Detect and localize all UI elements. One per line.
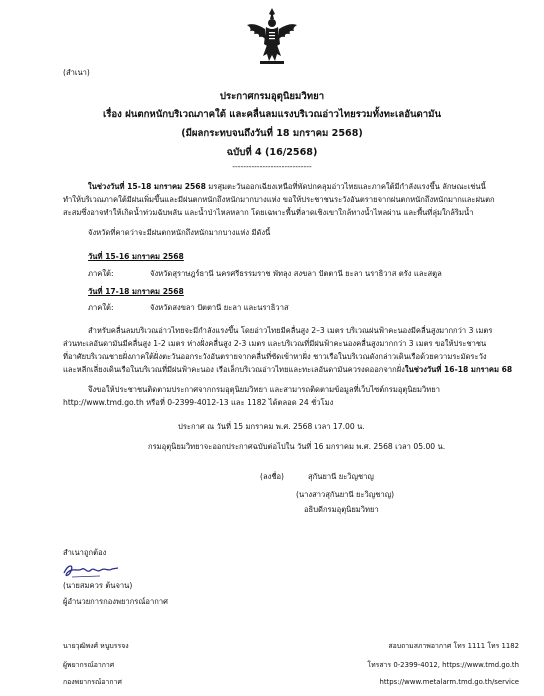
effective-date: (มีผลกระทบจนถึงวันที่ 18 มกราคม 2568) — [181, 128, 363, 139]
intro-line: ในช่วงวันที่ 15-18 มกราคม 2568 มรสุมตะวันออกเฉียงเหนือที่พัดปกคลุมอ่าวไทยและภาคใต้มีกำลังแรงขึ้น ลักษณะเช่นนี้ — [88, 182, 486, 191]
day1-provinces: จังหวัดสุราษฎร์ธานี นครศรีธรรมราช พัทลุง สงขลา ปัตตานี ยะลา นราธิวาส ตรัง และสตูล — [150, 269, 442, 278]
announcement-subject: เรื่อง ฝนตกหนักบริเวณภาคใต้ และคลื่นลมแรงบริเวณอ่าวไทยรวมทั้งทะเลอันดามัน — [102, 109, 442, 120]
page-title: ประกาศกรมอุตุนิยมวิทยา — [219, 91, 325, 102]
contact-phone: สอบถามสภาพอากาศ โทร 1111 โทร 1182 — [388, 642, 519, 650]
day2-provinces: จังหวัดสงขลา ปัตตานี ยะลา และนราธิวาส — [150, 303, 289, 312]
signer-name: สุกันยานี ยะวิญชาญ — [308, 472, 374, 481]
follow-line: http://www.tmd.go.th หรือที่ 0-2399-4012-13 และ 1182 ได้ตลอด 24 ชั่วโมง — [63, 398, 334, 407]
next-issue: กรมอุตุนิยมวิทยาจะออกประกาศฉบับต่อไปใน วันที่ 16 มกราคม พ.ศ. 2568 เวลา 05.00 น. — [148, 442, 446, 451]
forecaster-name: นายวุฒิพงศ์ หนูบรรจง — [63, 642, 129, 650]
separator-line: ----------------------------- — [232, 162, 312, 171]
intro-date-range: ในช่วงวันที่ 15-18 มกราคม 2568 — [88, 182, 206, 191]
follow-line: จึงขอให้ประชาชนติดตามประกาศจากกรมอุตุนิยมวิทยา และสามารถติดตามข้อมูลที่เว็บไซต์กรมอุตุนิยมวิทยา — [88, 385, 440, 394]
contact-fax-website[interactable]: โทรสาร 0-2399-4012, https://www.tmd.go.th — [367, 661, 519, 669]
certifier-position: ผู้อำนวยการกองพยากรณ์อากาศ — [63, 597, 168, 606]
provinces-intro: จังหวัดที่คาดว่าจะมีฝนตกหนักถึงหนักมากบางแห่ง มีดังนี้ — [88, 228, 271, 237]
certifier-name: (นายสมควร ต้นจาน) — [63, 581, 133, 590]
waves-line: และหลีกเลี่ยงเดินเรือในบริเวณที่มีฝนฟ้าคะนอง เรือเล็กบริเวณอ่าวไทยและทะเลอันดามันควรงดออกจากฝั่งในช่วงวันที่ 16-18 มกราคม 68 — [63, 365, 513, 374]
signer-full-name: (นางสาวสุกันยานี ยะวิญชาญ) — [296, 490, 395, 499]
sign-label: (ลงชื่อ) — [260, 472, 285, 481]
announced-date: ประกาศ ณ วันที่ 15 มกราคม พ.ศ. 2568 เวลา 17.00 น. — [178, 422, 365, 431]
day1-heading: วันที่ 15-16 มกราคม 2568 — [88, 252, 184, 261]
metalarm-link[interactable]: https://www.metalarm.tmd.go.th/service — [379, 678, 519, 686]
forecast-division: กองพยากรณ์อากาศ — [63, 678, 122, 686]
day2-region: ภาคใต้: — [88, 303, 114, 312]
certify-label: สำเนาถูกต้อง — [63, 548, 107, 557]
intro-line: สะสมซึ่งอาจทำให้เกิดน้ำท่วมฉับพลัน และน้ำป่าไหลหลาก โดยเฉพาะพื้นที่ลาดเชิงเขาใกล้ทางน้ำไหลผ่าน และพื้นที่ลุ่มใกล้ริมน้ำ — [63, 208, 474, 217]
boat-ban-period: ในช่วงวันที่ 16-18 มกราคม 68 — [404, 365, 513, 374]
waves-line: ส่วนทะเลอันดามันมีคลื่นสูง 1-2 เมตร ห่างฝั่งคลื่นสูง 2-3 เมตร และบริเวณที่มีฝนฟ้าคะนองคลื่นสูงมากกว่า 3 เมตร ขอให้ประชาชน — [63, 339, 487, 348]
tmd-website-link[interactable]: http://www.tmd.go.th — [63, 398, 144, 407]
day2-heading: วันที่ 17-18 มกราคม 2568 — [88, 287, 184, 296]
waves-line: ที่อาศัยบริเวณชายฝั่งภาคใต้ฝั่งตะวันออกระวังอันตรายจากคลื่นที่ซัดเข้าหาฝั่ง ชาวเรือในบริเวณดังกล่าวเดินเรือด้วยความระมัดระวัง — [63, 352, 487, 361]
waves-line: สำหรับคลื่นลมบริเวณอ่าวไทยจะมีกำลังแรงขึ้น โดยอ่าวไทยมีคลื่นสูง 2–3 เมตร บริเวณฝนฟ้าคะนองมีคลื่นสูงมากกว่า 3 เมตร — [88, 326, 493, 335]
day1-region: ภาคใต้: — [88, 269, 114, 278]
issue-number: ฉบับที่ 4 (16/2568) — [226, 147, 318, 158]
intro-line: ทำให้บริเวณภาคใต้มีฝนเพิ่มขึ้นและมีฝนตกหนักถึงหนักมากบางแห่ง ขอให้ประชาชนระวังอันตรายจากฝนตกหนักถึงหนักมากและฝนตก — [63, 195, 495, 204]
handwritten-signature — [60, 561, 124, 581]
signer-position: อธิบดีกรมอุตุนิยมวิทยา — [304, 505, 379, 514]
garuda-emblem — [244, 6, 300, 66]
forecaster-role: ผู้พยากรณ์อากาศ — [63, 661, 115, 669]
copy-mark: (สำเนา) — [63, 68, 90, 77]
